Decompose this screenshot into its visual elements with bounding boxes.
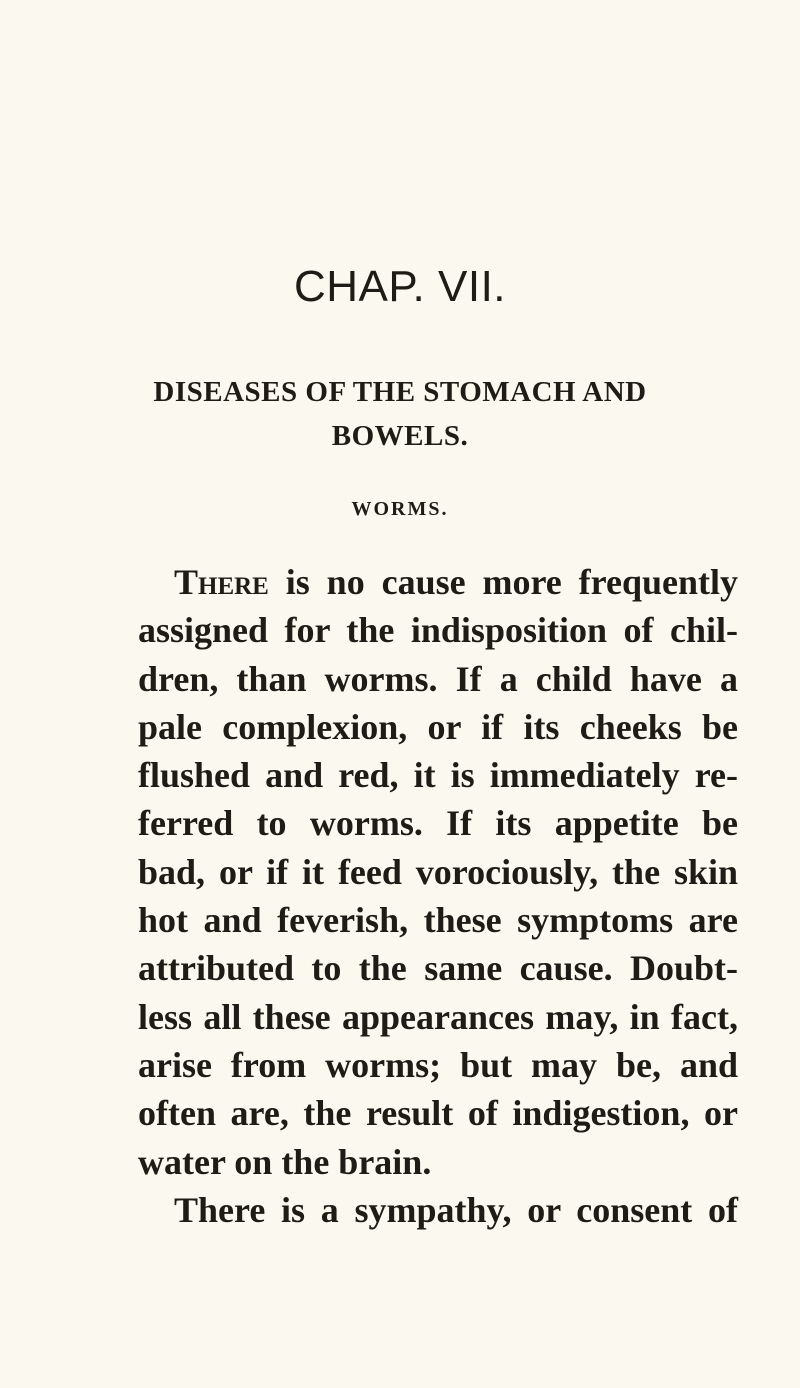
- text-line: [138, 558, 738, 606]
- text-line: dren, than worms. If a child have a: [138, 658, 738, 699]
- text-line: attributed to the same cause. Doubt-: [138, 948, 738, 989]
- text-line: hot and feverish, these symptoms are: [138, 900, 738, 941]
- text-line: bad, or if it feed vorociously, the skin: [138, 851, 738, 892]
- section-title-line: DISEASES OF THE STOMACH AND: [153, 376, 647, 408]
- drop-word: There: [174, 562, 269, 602]
- chapter-heading: CHAP. VII.: [293, 262, 507, 311]
- text-line: less all these appearances may, in fact,: [138, 996, 738, 1037]
- text-line: flushed and red, it is immediately re-: [138, 755, 738, 796]
- text-line: often are, the result of indigestion, or: [138, 1093, 738, 1134]
- text-line-last: water on the brain.: [138, 1141, 432, 1182]
- text-line: arise from worms; but may be, and: [138, 1044, 738, 1085]
- text-line: ferred to worms. If its appetite be: [138, 803, 738, 844]
- text-line: pale complexion, or if its cheeks be: [138, 706, 738, 747]
- text-line-rest: is no cause more frequently: [268, 562, 738, 602]
- section-subtitle: WORMS.: [351, 498, 449, 520]
- section-title: [0, 370, 800, 458]
- text-line: assigned for the indisposition of chil-: [138, 610, 738, 651]
- section-title-line: BOWELS.: [331, 420, 469, 452]
- body-text: [138, 558, 738, 1234]
- text-line: There is a sympathy, or consent of: [174, 1189, 738, 1230]
